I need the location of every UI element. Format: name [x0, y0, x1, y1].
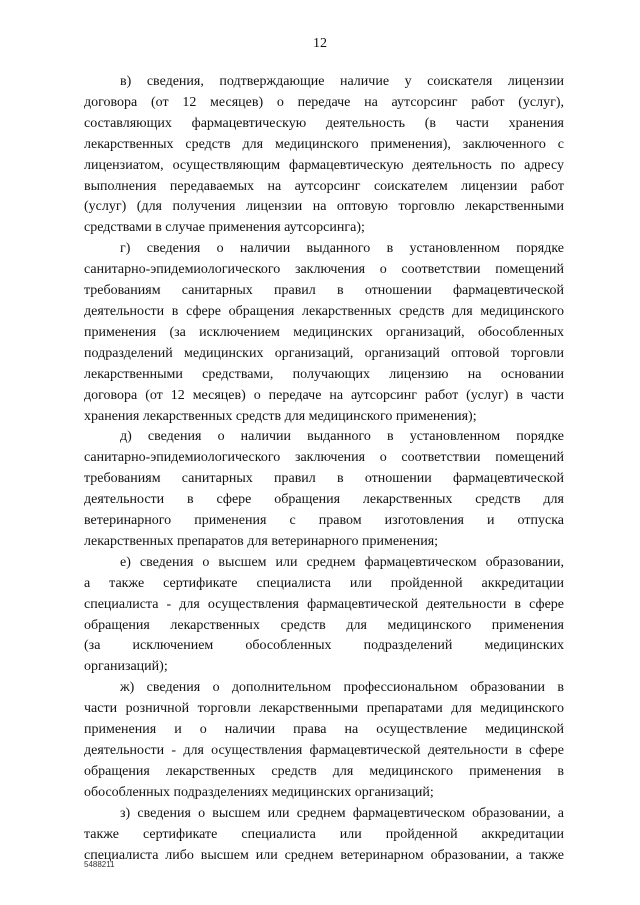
text-line: (за исключением обособленных подразделений медицинских — [84, 638, 564, 654]
text-line: хранения лекарственных средств для медицинского применения); — [84, 408, 477, 424]
text-line: специалиста либо высшем или среднем ветеринарном образовании, а также — [84, 847, 564, 863]
text-line: составляющих фармацевтическую деятельность (в части хранения — [84, 115, 564, 131]
paragraph-e — [84, 553, 564, 678]
text-line: з) сведения о высшем или среднем фармацевтическом образовании, а — [120, 805, 564, 821]
text-line: лицензиатом, осуществляющим фармацевтическую деятельность по адресу — [84, 157, 564, 173]
paragraph-g — [84, 239, 564, 427]
text-line: ж) сведения о дополнительном профессиональном образовании в — [120, 680, 564, 696]
paragraph-z — [84, 804, 564, 867]
document-code: 5488211 — [84, 860, 115, 869]
text-line: е) сведения о высшем или среднем фармацевтическом образовании, — [120, 554, 564, 570]
text-line: ветеринарного применения с правом изготовления и отпуска — [84, 513, 564, 529]
text-line: г) сведения о наличии выданного в установленном порядке — [120, 241, 564, 257]
page-number: 12 — [313, 36, 327, 51]
text-line: обращения лекарственных средств для медицинского применения — [84, 617, 564, 633]
text-line: договора (от 12 месяцев) о передаче на аутсорсинг работ (услуг) в части — [84, 387, 564, 403]
text-line: обращения лекарственных средств для медицинского применения в — [84, 763, 564, 779]
text-line: д) сведения о наличии выданного в установленном порядке — [120, 429, 564, 445]
text-line: лекарственными средствами, получающих лицензию на основании — [84, 366, 564, 382]
text-line: подразделений медицинских организаций, организаций оптовой торговли — [84, 345, 564, 361]
text-line: деятельности в сфере обращения лекарственных средств для — [84, 492, 564, 508]
text-line: также сертификате специалиста или пройденной аккредитации — [84, 826, 564, 842]
paragraph-zh — [84, 678, 564, 803]
text-line: применения (за исключением медицинских организаций, обособленных — [84, 324, 564, 340]
text-line: средствами в случае применения аутсорсинга); — [84, 220, 365, 236]
text-line: части розничной торговли лекарственными препаратами для медицинского — [84, 701, 564, 717]
text-line: договора (от 12 месяцев) о передаче на аутсорсинг работ (услуг), — [84, 94, 564, 110]
document-body — [84, 72, 564, 866]
paragraph-d — [84, 427, 564, 552]
text-line: лекарственных средств для медицинского применения), заключенного с — [84, 136, 564, 152]
text-line: организаций); — [84, 659, 168, 675]
text-line: санитарно-эпидемиологического заключения о соответствии помещений — [84, 262, 564, 278]
paragraph-v — [84, 72, 564, 239]
text-line: санитарно-эпидемиологического заключения о соответствии помещений — [84, 450, 564, 466]
text-line: а также сертификате специалиста или пройденной аккредитации — [84, 575, 564, 591]
text-line: выполнения передаваемых на аутсорсинг соискателем лицензии работ — [84, 178, 564, 194]
text-line: (услуг) (для получения лицензии на оптовую торговлю лекарственными — [84, 199, 564, 215]
text-line: лекарственных препаратов для ветеринарного применения; — [84, 533, 439, 549]
text-line: деятельности в сфере обращения лекарственных средств для медицинского — [84, 303, 564, 319]
text-line: требованиям санитарных правил в отношении фармацевтической — [84, 471, 564, 487]
text-line: обособленных подразделениях медицинских организаций; — [84, 784, 434, 800]
text-line: требованиям санитарных правил в отношении фармацевтической — [84, 283, 564, 299]
text-line: применения и о наличии права на осуществление медицинской — [84, 722, 564, 738]
text-line: специалиста - для осуществления фармацевтической деятельности в сфере — [84, 596, 564, 612]
text-line: деятельности - для осуществления фармацевтической деятельности в сфере — [84, 743, 564, 758]
text-line: в) сведения, подтверждающие наличие у соискателя лицензии — [120, 74, 564, 89]
